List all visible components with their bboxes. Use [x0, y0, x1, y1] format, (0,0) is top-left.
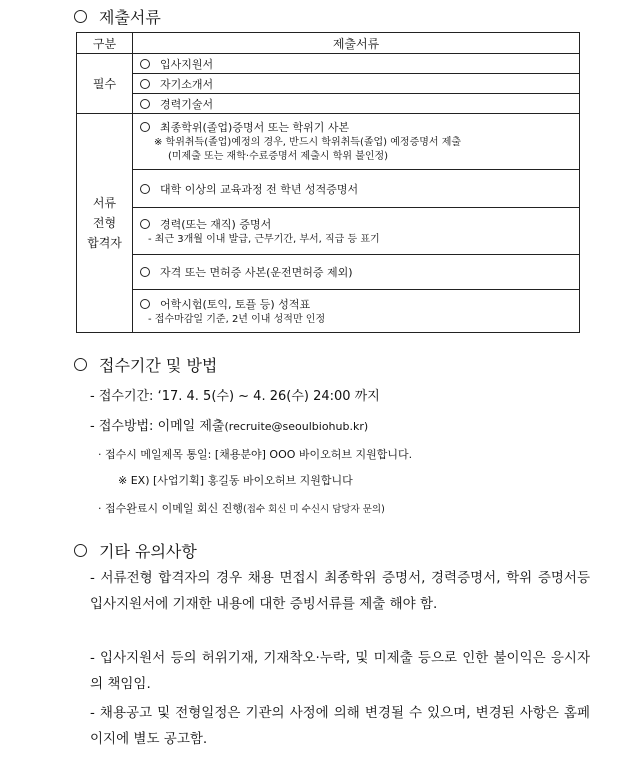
header-docs: 제출서류 — [133, 33, 580, 54]
category-line: 전형 — [92, 216, 117, 230]
circle-bullet-icon — [74, 544, 87, 557]
reception-example: ※ EX) [사업기획] 홍길동 바이오허브 지원합니다 — [118, 474, 353, 487]
doc-item — [133, 290, 580, 333]
doc-item-label: 입사지원서 — [160, 57, 214, 71]
header-category: 구분 — [77, 33, 133, 54]
category-required: 필수 — [77, 54, 133, 114]
doc-item-label: 최종학위(졸업)증명서 또는 학위기 사본 — [160, 121, 350, 134]
doc-item-label: 경력기술서 — [160, 97, 214, 111]
table-row — [77, 170, 580, 208]
table-row — [77, 54, 580, 74]
table-row — [77, 94, 580, 114]
reception-bullet — [98, 500, 385, 516]
doc-item-note: ※ 학위취득(졸업)예정의 경우, 반드시 학위취득(졸업) 예정증명서 제출 — [154, 137, 462, 148]
documents-title-text: 제출서류 — [99, 8, 161, 27]
circle-bullet-icon — [140, 267, 150, 277]
reception-method-text: - 접수방법: 이메일 제출 — [90, 419, 225, 434]
reception-title-text: 접수기간 및 방법 — [99, 356, 218, 375]
doc-item-sub: - 접수마감일 기준, 2년 이내 성적만 인정 — [148, 313, 326, 325]
table-row — [77, 208, 580, 255]
circle-bullet-icon — [140, 299, 150, 309]
circle-bullet-icon — [140, 219, 150, 229]
doc-item-label: 자격 또는 면허증 사본(운전면허증 제외) — [160, 266, 353, 279]
category-doc-pass — [77, 114, 133, 333]
circle-bullet-icon — [140, 122, 150, 132]
circle-bullet-icon — [140, 184, 150, 194]
documents-section-title — [74, 5, 161, 28]
doc-item — [133, 94, 580, 114]
category-line: 서류 — [92, 196, 117, 210]
reception-bullet-text: · 접수완료시 이메일 회신 진행 — [98, 502, 243, 515]
doc-item-label: 자기소개서 — [160, 77, 214, 91]
reception-email: (recruite@seoulbiohub.kr) — [224, 420, 369, 433]
doc-item-note: (미제출 또는 재학·수료증명서 제출시 학위 불인정) — [168, 151, 389, 162]
table-row — [77, 290, 580, 333]
reception-period: - 접수기간: ‘17. 4. 5(수) ~ 4. 26(수) 24:00 까지 — [90, 389, 380, 404]
other-note: - 입사지원서 등의 허위기재, 기재착오·누락, 및 미제출 등으로 인한 불이익은 응시자의 책임임. — [90, 650, 590, 692]
doc-item — [133, 255, 580, 290]
doc-item — [133, 208, 580, 255]
documents-table — [76, 32, 580, 333]
doc-item-label: 어학시험(토익, 토플 등) 성적표 — [160, 297, 311, 311]
circle-bullet-icon — [74, 10, 87, 23]
reception-section-title — [74, 353, 217, 376]
table-header-row — [77, 33, 580, 54]
category-line: 합격자 — [87, 236, 122, 250]
reception-bullet-note: (접수 회신 미 수신시 담당자 문의) — [243, 504, 385, 515]
table-row — [77, 255, 580, 290]
circle-bullet-icon — [140, 99, 150, 109]
reception-bullet: · 접수시 메일제목 통일: [채용분야] OOO 바이오허브 지원합니다. — [98, 448, 413, 461]
other-note: - 서류전형 합격자의 경우 채용 면접시 최종학위 증명서, 경력증명서, 학위 증명서등 입사지원서에 기재한 내용에 대한 증빙서류를 제출 해야 함. — [90, 570, 590, 612]
circle-bullet-icon — [74, 358, 87, 371]
doc-item — [133, 114, 580, 170]
doc-item — [133, 74, 580, 94]
doc-item-sub: - 최근 3개월 이내 발급, 근무기간, 부서, 직급 등 표기 — [148, 233, 380, 245]
circle-bullet-icon — [140, 59, 150, 69]
doc-item — [133, 54, 580, 74]
circle-bullet-icon — [140, 79, 150, 89]
doc-item — [133, 170, 580, 208]
doc-item-label: 경력(또는 재직) 증명서 — [160, 217, 272, 231]
other-section-title — [74, 539, 197, 562]
table-row — [77, 74, 580, 94]
reception-method — [90, 415, 368, 434]
other-title-text: 기타 유의사항 — [99, 542, 197, 561]
doc-item-label: 대학 이상의 교육과정 전 학년 성적증명서 — [160, 182, 359, 196]
other-note: - 채용공고 및 전형일정은 기관의 사정에 의해 변경될 수 있으며, 변경된 사항은 홈페이지에 별도 공고함. — [90, 705, 590, 747]
table-row — [77, 114, 580, 170]
